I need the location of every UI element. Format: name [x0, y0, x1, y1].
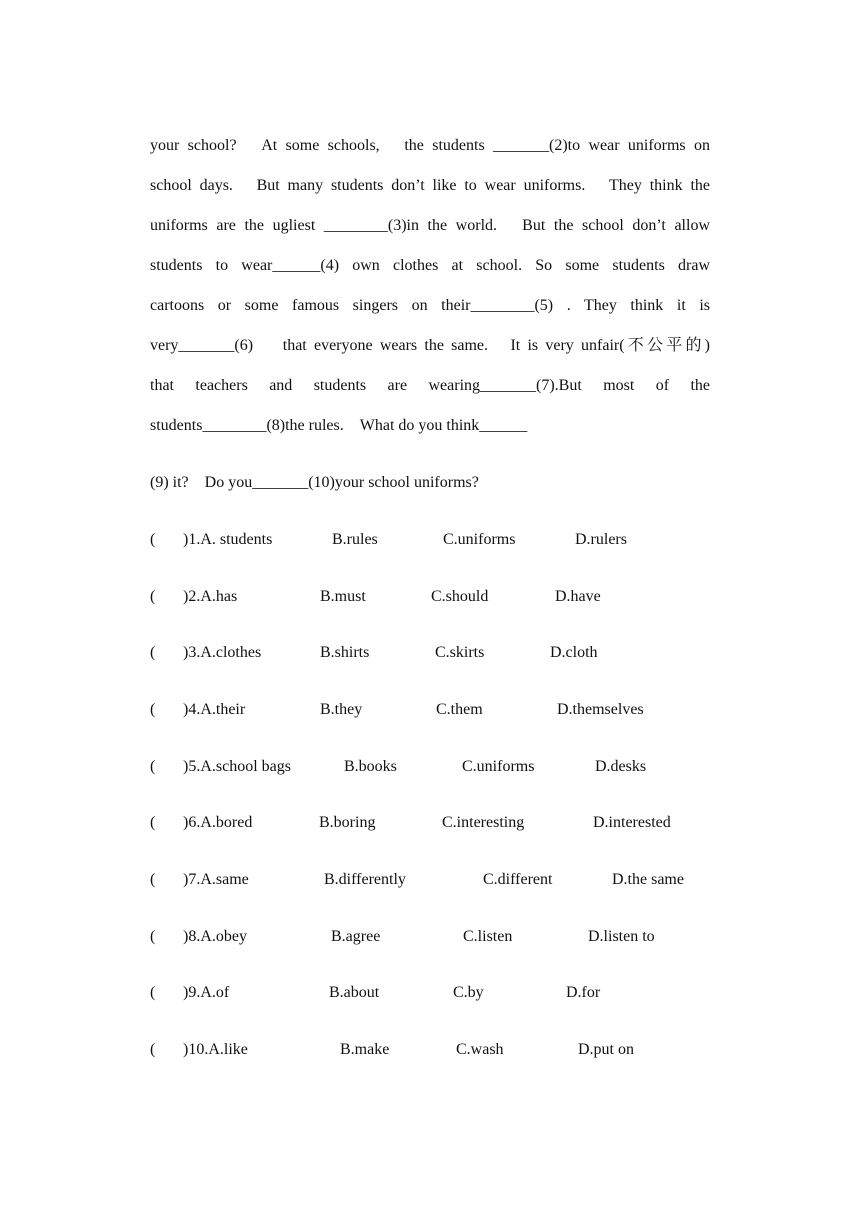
- option-a: )8.A.obey: [183, 928, 247, 945]
- option-d: D.desks: [595, 758, 647, 775]
- answer-paren: (: [150, 701, 156, 718]
- option-c: C.should: [431, 588, 489, 605]
- answer-paren: (: [150, 644, 156, 661]
- option-d: D.the same: [612, 871, 684, 888]
- option-b: B.shirts: [320, 644, 370, 661]
- answer-paren: (: [150, 814, 156, 831]
- option-a: )10.A.like: [183, 1041, 248, 1058]
- passage-line: your school? At some schools, the students _______(2)to wear uniforms on: [150, 137, 710, 154]
- option-b: B.they: [320, 701, 363, 718]
- passage-line: that teachers and students are wearing_______(7).But most of the: [150, 377, 710, 394]
- option-d: D.rulers: [575, 531, 627, 548]
- passage-line: cartoons or some famous singers on their________(5) . They think it is: [150, 297, 710, 314]
- answer-paren: (: [150, 531, 156, 548]
- question-item: [150, 811, 750, 835]
- option-a: )1.A. students: [183, 531, 273, 548]
- option-c: C.listen: [463, 928, 513, 945]
- question-item: [150, 1038, 750, 1062]
- option-d: D.for: [566, 984, 601, 1001]
- passage-line: uniforms are the ugliest ________(3)in the world. But the school don’t allow: [150, 217, 710, 234]
- option-d: D.cloth: [550, 644, 598, 661]
- option-d: D.interested: [593, 814, 671, 831]
- question-item: [150, 698, 750, 722]
- option-c: C.interesting: [442, 814, 525, 831]
- cloze-passage: [150, 126, 710, 446]
- passage-last-line: [150, 471, 750, 495]
- passage-line: students to wear______(4) own clothes at school. So some students draw: [150, 257, 710, 274]
- option-c: C.uniforms: [462, 758, 535, 775]
- option-b: B.make: [340, 1041, 390, 1058]
- passage-line: school days. But many students don’t like to wear uniforms. They think the: [150, 177, 710, 194]
- option-b: B.rules: [332, 531, 378, 548]
- question-item: [150, 528, 750, 552]
- question-item: [150, 981, 750, 1005]
- question-item: [150, 868, 750, 892]
- option-a: )3.A.clothes: [183, 644, 262, 661]
- option-d: D.have: [555, 588, 601, 605]
- answer-paren: (: [150, 758, 156, 775]
- option-c: C.by: [453, 984, 484, 1001]
- answer-paren: (: [150, 928, 156, 945]
- question-item: [150, 641, 750, 665]
- answer-paren: (: [150, 984, 156, 1001]
- question-item: [150, 755, 750, 779]
- option-a: )6.A.bored: [183, 814, 253, 831]
- option-d: D.themselves: [557, 701, 644, 718]
- option-c: C.different: [483, 871, 553, 888]
- option-d: D.put on: [578, 1041, 634, 1058]
- option-a: )7.A.same: [183, 871, 249, 888]
- question-item: [150, 585, 750, 609]
- option-b: B.about: [329, 984, 380, 1001]
- option-a: )2.A.has: [183, 588, 238, 605]
- option-b: B.books: [344, 758, 397, 775]
- question-item: [150, 925, 750, 949]
- option-b: B.differently: [324, 871, 406, 888]
- option-c: C.skirts: [435, 644, 485, 661]
- option-d: D.listen to: [588, 928, 655, 945]
- passage-line: (9) it? Do you_______(10)your school uniforms?: [150, 474, 479, 491]
- answer-paren: (: [150, 871, 156, 888]
- option-a: )9.A.of: [183, 984, 230, 1001]
- answer-paren: (: [150, 588, 156, 605]
- passage-line: students________(8)the rules. What do you think______: [150, 417, 528, 434]
- option-b: B.boring: [319, 814, 376, 831]
- answer-paren: (: [150, 1041, 156, 1058]
- option-c: C.wash: [456, 1041, 504, 1058]
- option-a: )5.A.school bags: [183, 758, 291, 775]
- option-b: B.must: [320, 588, 366, 605]
- option-c: C.them: [436, 701, 483, 718]
- option-c: C.uniforms: [443, 531, 516, 548]
- passage-line: very_______(6) that everyone wears the same. It is very unfair(不公平的): [150, 337, 710, 354]
- option-b: B.agree: [331, 928, 381, 945]
- option-a: )4.A.their: [183, 701, 246, 718]
